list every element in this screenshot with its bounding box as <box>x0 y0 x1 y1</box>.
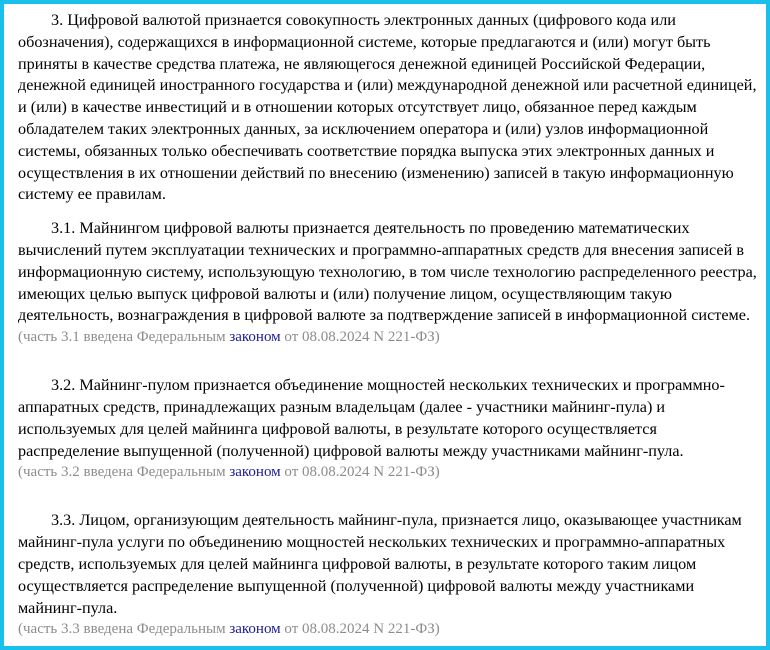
paragraph-3: 3. Цифровой валютой признается совокупность электронных данных (цифрового кода или обозначения), содержащихся в информационной системе, которые предлагаются и (или) могут быть приняты в качестве средства платежа, не являющегося денежной единицей Российской Федерации, денежной единицей иностранного государства и (или) международной денежной или расчетной единицей, и (или) в качестве инвестиций и в отношении которых отсутствует лицо, обязанное перед каждым обладателем таких электронных данных, за исключением оператора и (или) узлов информационной системы, обязанных только обеспечивать соответствие порядка выпуска этих электронных данных и осуществления в их отношении действий по внесению (изменению) записей в такую информационную систему ее правилам. <box>18 11 757 204</box>
note-suffix: от 08.08.2024 N 221-ФЗ) <box>284 329 440 346</box>
paragraph-3-2: 3.2. Майнинг-пулом признается объединение мощностей нескольких технических и программно-аппаратных средств, принадлежащих разным владельцам (далее - участники майнинг-пула) и используемых для целей майнинга цифровой валюты, в результате которого осуществляется распределение выпущенной (полученной) цифровой валюты между участниками майнинг-пула. <box>18 376 725 460</box>
note-suffix: от 08.08.2024 N 221-ФЗ) <box>284 621 440 638</box>
law-link[interactable]: законом <box>229 621 281 638</box>
note-suffix: от 08.08.2024 N 221-ФЗ) <box>284 464 440 481</box>
document-body <box>18 10 758 639</box>
law-link[interactable]: законом <box>229 464 281 481</box>
amendment-note-3-2 <box>18 462 758 482</box>
note-prefix: (часть 3.2 введена Федеральным <box>18 464 226 481</box>
amendment-note-3-3 <box>18 619 758 639</box>
paragraph-3-3: 3.3. Лицом, организующим деятельность майнинг-пула, признается лицо, оказывающее участникам майнинг-пула услуги по объединению мощностей нескольких технических и программно-аппаратных средств, используемых для целей майнинга цифровой валюты, в результате которого таким лицом осуществляется распределение выпущенной (полученной) цифровой валюты между участниками майнинг-пула. <box>18 511 742 617</box>
note-prefix: (часть 3.3 введена Федеральным <box>18 621 226 638</box>
amendment-note-3-1 <box>18 327 758 347</box>
law-link[interactable]: законом <box>229 329 281 346</box>
note-prefix: (часть 3.1 введена Федеральным <box>18 329 226 346</box>
paragraph-3-1: 3.1. Майнингом цифровой валюты признается деятельность по проведению математических вычислений путем эксплуатации технических и программно-аппаратных средств для внесения записей в информационную систему, использующую технологию, в том числе технологию распределенного реестра, имеющих целью выпуск цифровой валюты и (или) получение лицом, осуществляющим такую деятельность, вознаграждения в цифровой валюте за подтверждение записей в информационной системе. <box>18 219 757 325</box>
